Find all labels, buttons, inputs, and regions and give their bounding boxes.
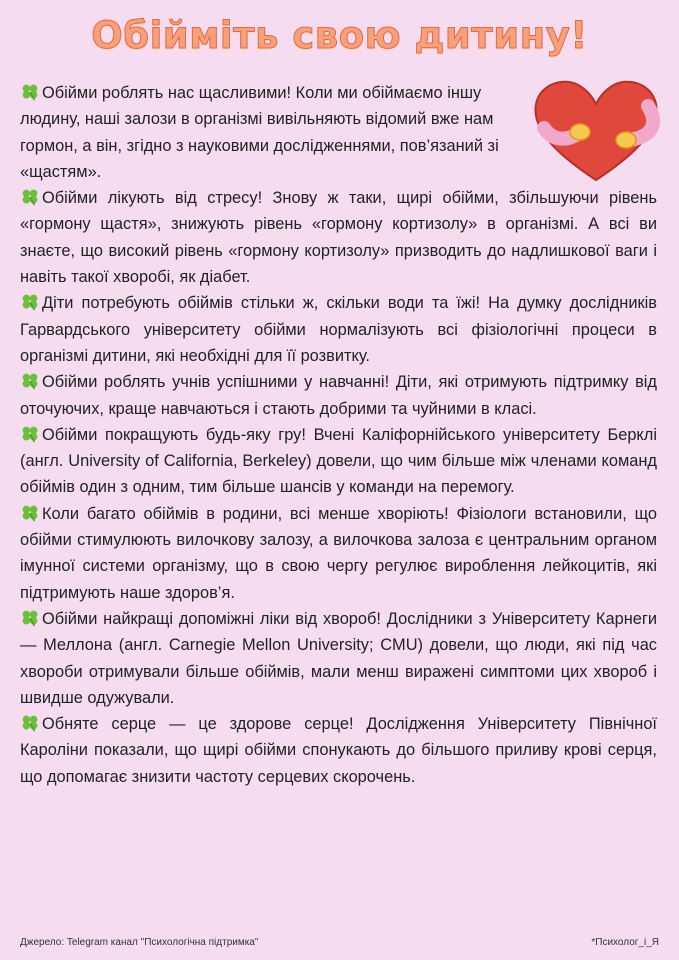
paragraph: Діти потребують обіймів стільки ж, скільки води та їжі! На думку дослідників Гарвардського університету обійми нормалізують всі фізіологічні процеси в організмі дитини, які необхідні для її розвитку. xyxy=(20,294,657,365)
article-body xyxy=(20,80,657,790)
paragraph: Коли багато обіймів в родини, всі менше хворіють! Фізіологи встановили, що обійми стимулюють вилочкову залозу, а вилочкова залоза є центральним органом імунної системи організму, що в свою чергу регулює вироблення лейкоцитів, які підтримують наше здоров’я. xyxy=(20,504,657,602)
clover-icon xyxy=(20,293,40,311)
clover-icon xyxy=(20,504,40,522)
clover-icon xyxy=(20,188,40,206)
paragraph: Обійми покращують будь-яку гру! Вчені Каліфорнійського університету Берклі (англ. University of California, Berkeley) довели, що чим більше між членами команд обіймів один з одним, тим більше шансів у команди на перемогу. xyxy=(20,425,657,497)
page-title: Обійміть свою дитину! xyxy=(91,14,588,57)
paragraph: Обійми роблять нас щасливими! Коли ми обіймаємо іншу людину, наші залози в організмі вивільняють відомий вже нам гормон, а він, згідно з науковими дослідженнями, пов’язаний зі «щастям». xyxy=(20,84,499,181)
paragraph: Обійми найкращі допоміжні ліки від хвороб! Дослідники з Університету Карнеги — Меллона (англ. Carnegie Mellon University; CMU) довели, що люди, які під час хвороби отримували більше обіймів, мали менш виражені симптоми цих хвороб і швидше одужували. xyxy=(20,609,657,707)
clover-icon xyxy=(20,609,40,627)
paragraph: Обійми лікують від стресу! Знову ж таки, щирі обійми, збільшуючи рівень «гормону щастя», знижують рівень «гормону кортизолу» в організмі. А всі ви знаєте, що високий рівень «гормону кортизолу» призводить до надлишкової ваги і навіть такої хворобі, як діабет. xyxy=(20,189,657,287)
paragraph: Обійми роблять учнів успішними у навчанні! Діти, які отримують підтримку від оточуючих, краще навчаються і стають добрими та чуйними в класі. xyxy=(20,373,657,418)
clover-icon xyxy=(20,372,40,390)
source-note: Джерело: Telegram канал "Психологічна підтримка" xyxy=(20,937,259,948)
clover-icon xyxy=(20,714,40,732)
paragraph: Обняте серце — це здорове серце! Дослідження Університету Північної Кароліни показали, що щирі обійми спонукають до більшого приливу крові серця, що допомагає знизити частоту серцевих скорочень. xyxy=(20,715,657,786)
author-note: *Психолог_і_Я xyxy=(591,937,659,948)
clover-icon xyxy=(20,83,40,101)
clover-icon xyxy=(20,425,40,443)
